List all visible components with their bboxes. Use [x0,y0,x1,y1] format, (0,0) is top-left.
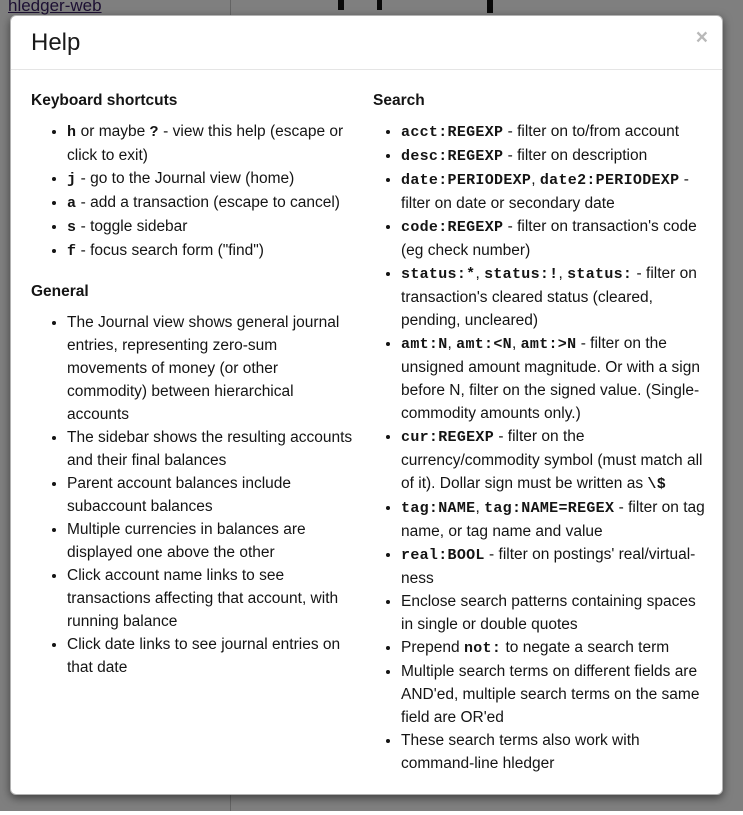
section-heading: Search [373,92,425,109]
help-list [31,311,354,679]
help-list-item: • date:PERIODEXP, date2:PERIODEXP - filter on date or secondary date [401,168,710,215]
help-list-item: • Multiple currencies in balances are displayed one above the other [67,518,354,564]
code-term: status:! [484,266,559,283]
modal-title: Help [31,29,81,56]
modal-header [11,16,722,70]
code-term: h [67,124,77,141]
code-term: s [67,219,77,236]
help-list-item: • desc:REGEXP - filter on description [401,144,710,168]
modal-body [11,70,722,815]
code-term: a [67,195,77,212]
help-list-item: • cur:REGEXP - filter on the currency/commodity symbol (must match all of it). Dollar sign must be written as \$ [401,425,710,496]
code-term: f [67,243,77,260]
help-column-left [31,90,360,795]
code-term: date:PERIODEXP [401,172,532,189]
code-term: amt:<N [456,336,512,353]
code-term: real:BOOL [401,547,485,564]
help-list-item: • Enclose search patterns containing spaces in single or double quotes [401,590,710,636]
code-term: date2:PERIODEXP [539,172,680,189]
help-list-item: • s - toggle sidebar [67,215,354,239]
code-term: acct:REGEXP [401,124,504,141]
help-list-item: • code:REGEXP - filter on transaction's code (eg check number) [401,215,710,262]
help-list-item: • The sidebar shows the resulting accounts and their final balances [67,426,354,472]
close-icon[interactable]: × [695,26,708,49]
code-term: desc:REGEXP [401,148,504,165]
help-list-item: • Multiple search terms on different fields are AND'ed, multiple search terms on the same field are OR'ed [401,660,710,729]
section-heading: General [31,283,89,300]
code-term: tag:NAME=REGEX [484,500,615,517]
code-term: j [67,171,77,188]
help-list-item: • h or maybe ? - view this help (escape or click to exit) [67,120,354,167]
code-term: code:REGEXP [401,219,504,236]
code-term: not: [463,640,502,657]
code-term: amt:N [401,336,448,353]
help-list-item: • The Journal view shows general journal entries, representing zero-sum movements of money (or other commodity) between hierarchical accounts [67,311,354,426]
code-term: tag:NAME [401,500,476,517]
help-list-item: • amt:N, amt:<N, amt:>N - filter on the unsigned amount magnitude. Or with a sign before N, filter on the signed value. (Single-commodity amounts only.) [401,332,710,425]
code-term: ? [149,124,159,141]
help-list [31,120,354,263]
help-list-item: • f - focus search form ("find") [67,239,354,263]
code-term: amt:>N [520,336,577,353]
help-column-right [360,90,710,795]
code-term: status: [567,266,633,283]
help-list-item: • a - add a transaction (escape to cancel) [67,191,354,215]
help-list-item: • Click date links to see journal entries on that date [67,633,354,679]
help-list-item: • acct:REGEXP - filter on to/from account [401,120,710,144]
help-list-item: • real:BOOL - filter on postings' real/virtual-ness [401,543,710,590]
help-list-item: • tag:NAME, tag:NAME=REGEX - filter on tag name, or tag name and value [401,496,710,543]
section-heading: Keyboard shortcuts [31,92,178,109]
help-list-item: • Parent account balances include subaccount balances [67,472,354,518]
help-list [373,120,710,775]
code-term: \$ [647,476,666,493]
code-term: cur:REGEXP [401,429,495,446]
help-modal [10,15,723,795]
code-term: status:* [401,266,476,283]
help-list-item: • Prepend not: to negate a search term [401,636,710,660]
help-list-item: • j - go to the Journal view (home) [67,167,354,191]
help-list-item: • status:*, status:!, status: - filter on transaction's cleared status (cleared, pending, uncleared) [401,262,710,332]
help-list-item: • These search terms also work with command-line hledger [401,729,710,775]
help-list-item: • Click account name links to see transactions affecting that account, with running balance [67,564,354,633]
